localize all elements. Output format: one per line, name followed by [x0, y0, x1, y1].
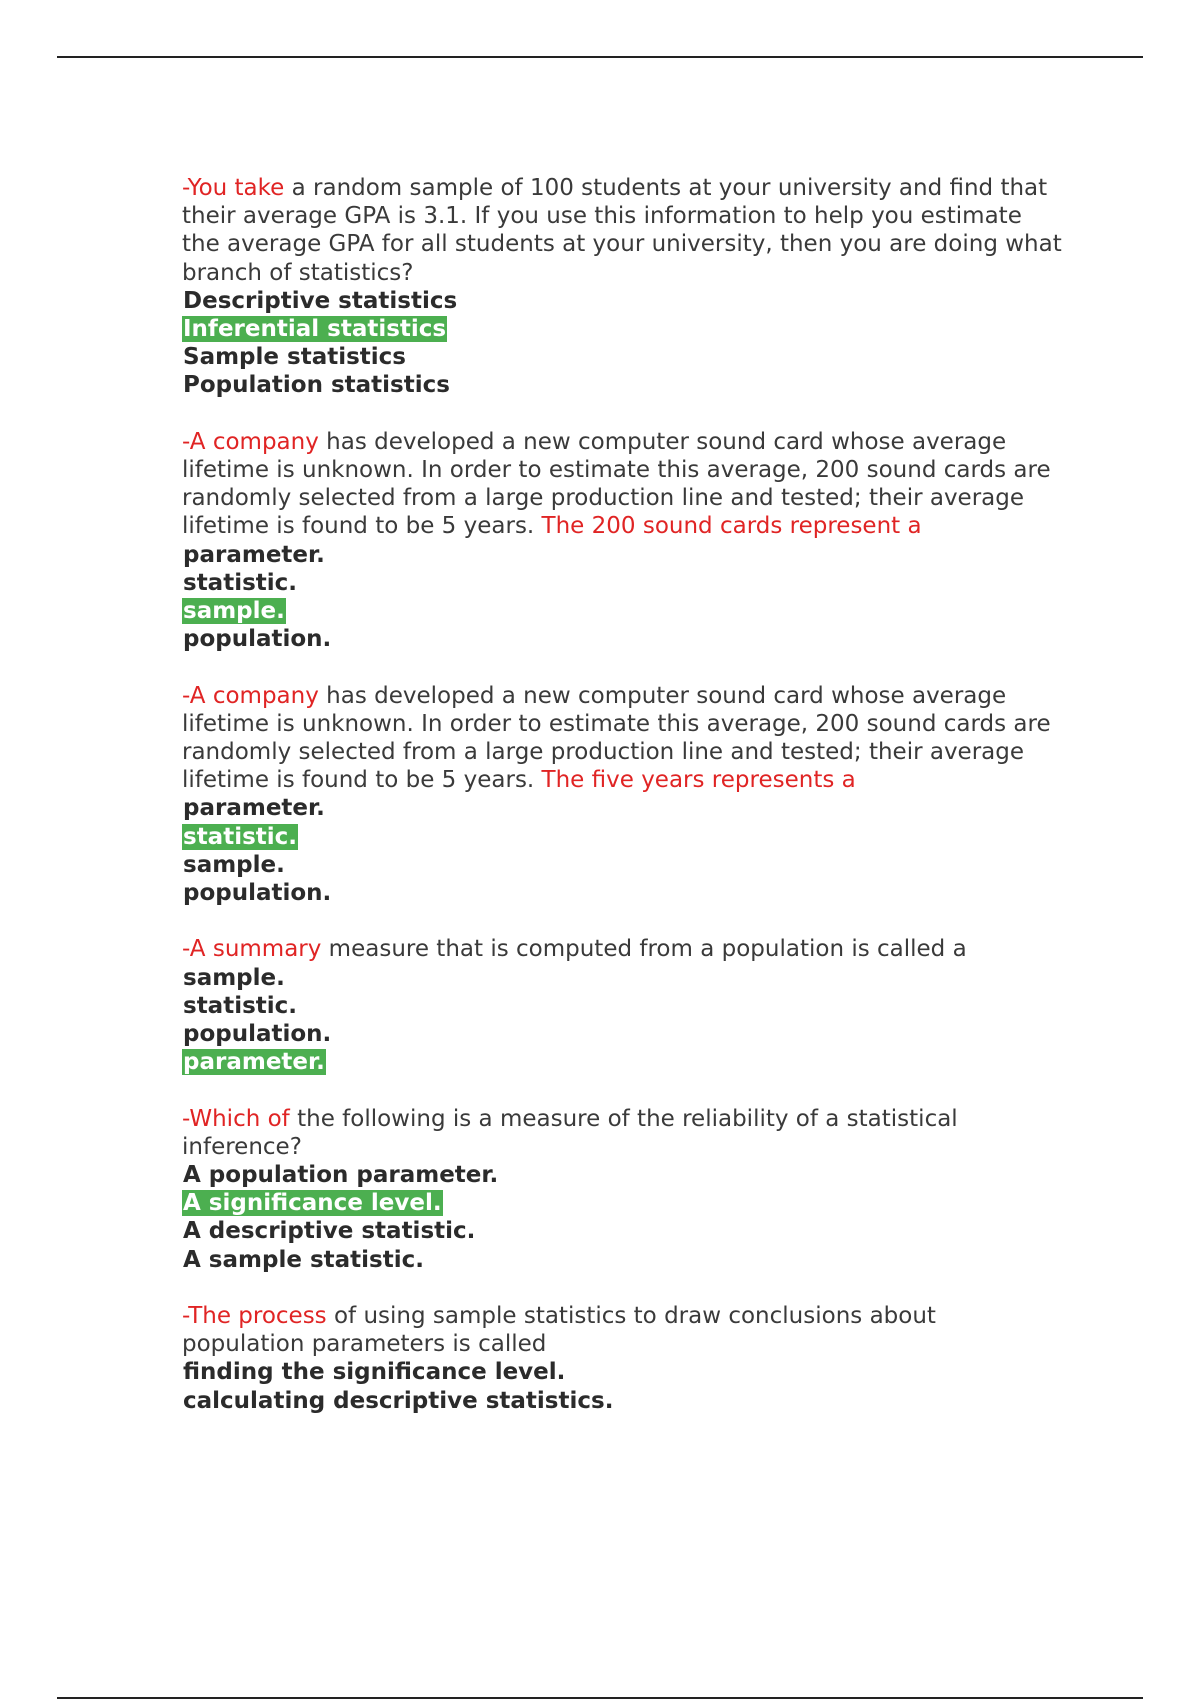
answer-option: [182, 1161, 1062, 1189]
correct-answer-option: [182, 823, 1062, 851]
question-prefix: -Which of: [182, 1105, 290, 1132]
answer-option: [182, 964, 1062, 992]
correct-answer-option: [182, 1048, 1062, 1076]
answer-option: [182, 851, 1062, 879]
question-body: a random sample of 100 students at your university and find that their average GPA is 3.1. If you use this information to help you estimate the average GPA for all students at your university, then you are doing what branch of statistics?: [182, 175, 1062, 286]
question-block: [182, 1302, 1062, 1415]
answer-option: [182, 879, 1062, 907]
answer-option-label: sample.: [183, 598, 285, 625]
answer-option-label: sample.: [183, 964, 285, 991]
question-accent: The 200 sound cards represent a: [541, 513, 922, 540]
answer-option: [182, 625, 1062, 653]
answer-option: [182, 569, 1062, 597]
question-block: [182, 1105, 1062, 1274]
answer-option: [182, 371, 1062, 399]
answer-option: [182, 1246, 1062, 1274]
question-text: [182, 682, 1062, 795]
answer-option-label: Population statistics: [183, 372, 450, 399]
answer-option-label: A descriptive statistic.: [183, 1218, 476, 1245]
answer-option-label: A sample statistic.: [183, 1246, 424, 1273]
question-block: [182, 682, 1062, 908]
header-rule: [57, 56, 1143, 58]
answer-option-label: parameter.: [183, 795, 325, 822]
answer-option: [182, 1387, 1062, 1415]
answer-option-label: population.: [183, 626, 332, 653]
answer-option: [182, 287, 1062, 315]
question-prefix: -A company: [182, 682, 319, 709]
answer-option-label: parameter.: [183, 1049, 325, 1076]
answer-option-label: A population parameter.: [183, 1162, 499, 1189]
question-text: [182, 174, 1062, 287]
answer-option-label: statistic.: [183, 569, 298, 596]
answer-option-label: sample.: [183, 851, 285, 878]
question-body: the following is a measure of the reliability of a statistical inference?: [182, 1105, 958, 1160]
question-body: has developed a new computer sound card whose average lifetime is unknown. In order to estimate this average, 200 sound cards are randomly selected from a large production line and tested; their average lifetime is found to be 5 years.: [182, 428, 1051, 540]
answer-option: [182, 1020, 1062, 1048]
correct-answer-option: [182, 1189, 1062, 1217]
answer-option-label: A significance level.: [183, 1190, 442, 1217]
correct-answer-option: [182, 315, 1062, 343]
question-body: of using sample statistics to draw conclusions about population parameters is called: [182, 1303, 936, 1358]
question-block: [182, 935, 1062, 1076]
answer-option: [182, 1217, 1062, 1245]
answer-option-label: population.: [183, 1021, 332, 1048]
question-text: [182, 428, 1062, 541]
answer-option-label: Descriptive statistics: [183, 287, 458, 314]
answer-option: [182, 541, 1062, 569]
answer-option-label: population.: [183, 880, 332, 907]
document-body: [182, 174, 1062, 1443]
correct-answer-option: [182, 597, 1062, 625]
footer-rule: [57, 1697, 1143, 1699]
answer-option-label: statistic.: [183, 992, 298, 1019]
answer-option-label: finding the significance level.: [183, 1359, 566, 1386]
question-text: [182, 1105, 1062, 1161]
answer-option: [182, 794, 1062, 822]
answer-option-label: Sample statistics: [183, 344, 406, 371]
question-prefix: -A summary: [182, 936, 322, 963]
question-body: has developed a new computer sound card whose average lifetime is unknown. In order to estimate this average, 200 sound cards are randomly selected from a large production line and tested; their average lifetime is found to be 5 years.: [182, 682, 1051, 794]
question-block: [182, 428, 1062, 654]
question-text: [182, 1302, 1062, 1358]
question-prefix: -The process: [182, 1303, 327, 1330]
answer-option-label: statistic.: [183, 823, 298, 850]
question-body: measure that is computed from a population is called a: [321, 936, 967, 963]
answer-option-label: Inferential statistics: [183, 316, 447, 343]
question-accent: The five years represents a: [541, 767, 856, 794]
answer-option: [182, 1358, 1062, 1386]
question-block: [182, 174, 1062, 400]
answer-option-label: parameter.: [183, 541, 325, 568]
question-text: [182, 935, 1062, 963]
question-prefix: -A company: [182, 428, 319, 455]
question-prefix: -You take: [182, 175, 285, 201]
answer-option: [182, 343, 1062, 371]
answer-option-label: calculating descriptive statistics.: [183, 1387, 614, 1414]
answer-option: [182, 992, 1062, 1020]
